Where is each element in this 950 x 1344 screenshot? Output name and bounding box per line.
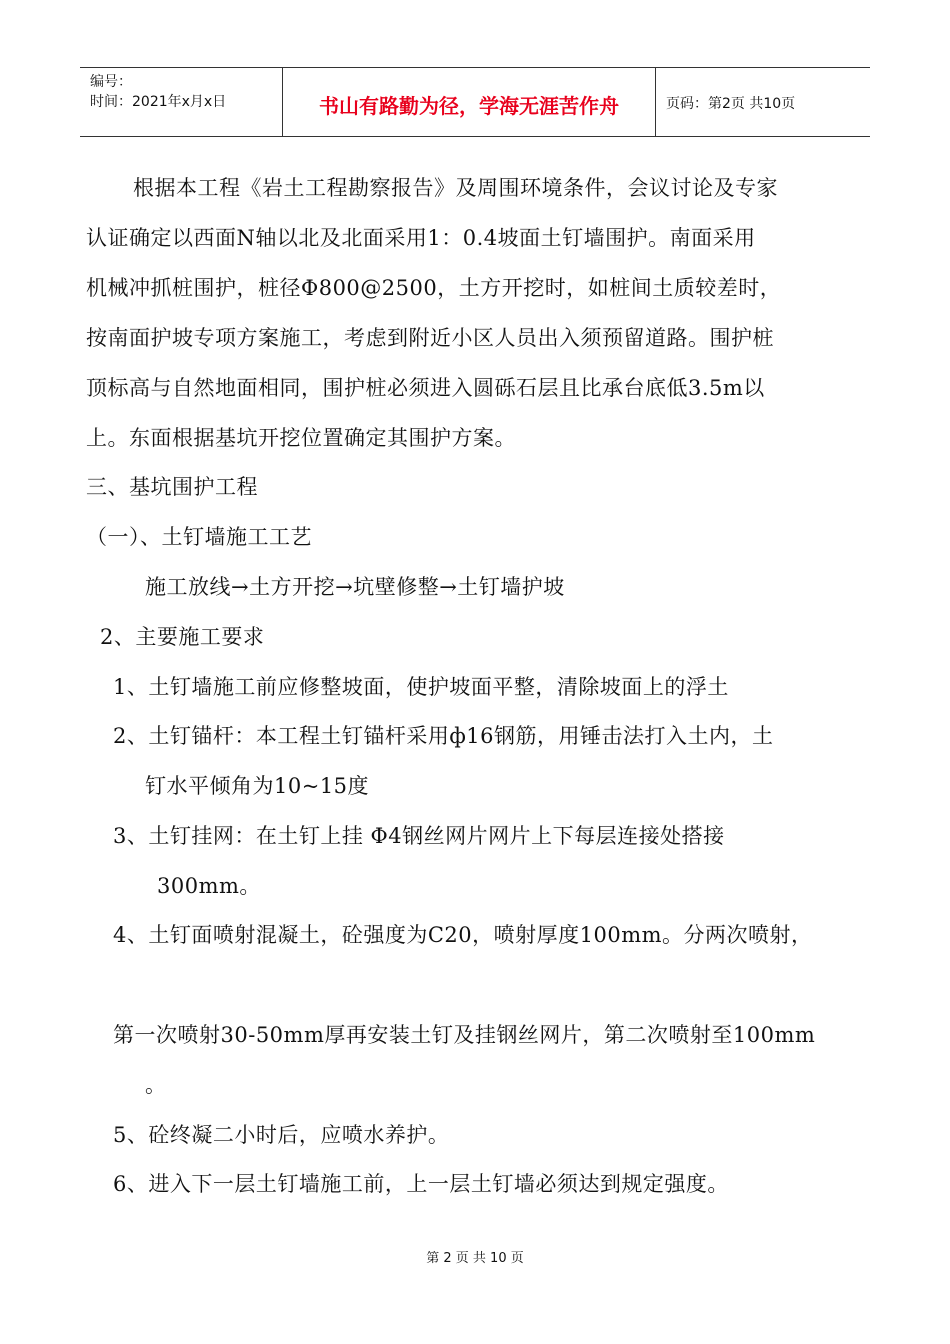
body-line: 根据本工程《岩土工程勘察报告》及周围环境条件，会议讨论及专家 (133, 176, 778, 200)
document-date-label: 时间：2021年x月x日 (90, 94, 227, 110)
list-item-continuation: 第一次喷射30-50mm厚再安装土钉及挂钢丝网片，第二次喷射至100mm (113, 1023, 816, 1047)
page-footer: 第 2 页 共 10 页 (426, 1251, 524, 1266)
list-item-continuation: 300mm。 (157, 874, 261, 898)
document-number-label: 编号： (90, 74, 132, 90)
list-item: 1、土钉墙施工前应修整坡面，使护坡面平整，清除坡面上的浮土 (113, 675, 729, 699)
subsection-heading: 2、主要施工要求 (100, 625, 265, 649)
list-item: 5、砼终凝二小时后，应喷水养护。 (113, 1123, 450, 1147)
list-item: 2、土钉锚杆：本工程土钉锚杆采用ф16钢筋，用锤击法打入土内，土 (113, 724, 774, 748)
section-heading: 三、基坑围护工程 (86, 475, 258, 499)
list-item-continuation: 。 (145, 1073, 167, 1097)
list-item-continuation: 钉水平倾角为10~15度 (145, 774, 370, 798)
header-motto-cell (282, 68, 656, 136)
header-motto: 书山有路勤为径，学海无涯苦作舟 (319, 94, 619, 118)
body-line: 认证确定以西面N轴以北及北面采用1：0.4坡面土钉墙围护。南面采用 (86, 226, 756, 250)
body-line: 顶标高与自然地面相同，围护桩必须进入圆砾石层且比承台底低3.5m以 (86, 376, 765, 400)
header-page-label: 页码：第2页 共10页 (666, 96, 796, 112)
list-item: 4、土钉面喷射混凝土，砼强度为C20，喷射厚度100mm。分两次喷射， (113, 923, 813, 947)
list-item: 3、土钉挂网：在土钉上挂 Φ4钢丝网片网片上下每层连接处搭接 (113, 824, 725, 848)
body-line: 上。东面根据基坑开挖位置确定其围护方案。 (86, 426, 516, 450)
list-item: 6、进入下一层土钉墙施工前，上一层土钉墙必须达到规定强度。 (113, 1172, 729, 1196)
subsection-heading: （一）、土钉墙施工工艺 (86, 525, 312, 549)
process-flow: 施工放线→土方开挖→坑壁修整→土钉墙护坡 (145, 575, 565, 599)
body-line: 机械冲抓桩围护，桩径Φ800@2500，土方开挖时，如桩间土质较差时， (86, 276, 782, 300)
header-right-cell (656, 68, 870, 136)
document-header (80, 67, 870, 137)
header-left-cell (80, 68, 282, 136)
body-line: 按南面护坡专项方案施工，考虑到附近小区人员出入须预留道路。围护桩 (86, 326, 774, 350)
